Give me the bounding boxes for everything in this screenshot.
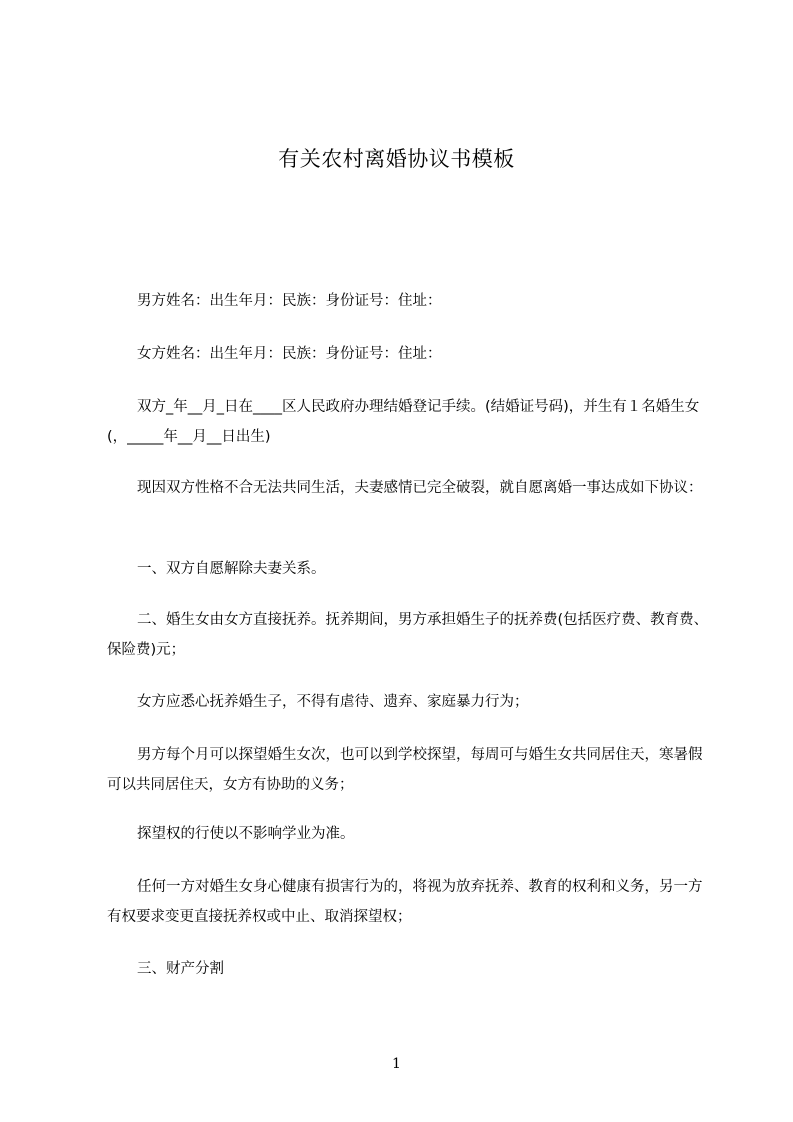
document-title: 有关农村离婚协议书模板 xyxy=(278,147,515,171)
paragraph-husband-info: 男方姓名：出生年月：民族：身份证号：住址： xyxy=(137,293,442,309)
paragraph-custody-duty: 女方应悉心抚养婚生子，不得有虐待、遗弃、家庭暴力行为； xyxy=(137,694,529,710)
paragraph-marriage-registration: 双方_年__月_日在____区人民政府办理结婚登记手续。(结婚证号码)，并生有１名婚生女(，_____年__月__日出生) xyxy=(107,399,700,445)
paragraph-clause-2: 二、婚生女由女方直接抚养。抚养期间，男方承担婚生子的抚养费(包括医疗费、教育费、保险费)元； xyxy=(107,612,709,658)
paragraph-harm-clause: 任何一方对婚生女身心健康有损害行为的，将视为放弃抚养、教育的权利和义务，另一方有权要求变更直接抚养权或中止、取消探望权； xyxy=(107,879,703,925)
page-number: 1 xyxy=(392,1056,401,1072)
paragraph-clause-3: 三、财产分割 xyxy=(137,961,224,977)
paragraph-wife-info: 女方姓名：出生年月：民族：身份证号：住址： xyxy=(137,346,442,362)
paragraph-visitation: 男方每个月可以探望婚生女次，也可以到学校探望，每周可与婚生女共同居住天，寒暑假可以共同居住天，女方有协助的义务； xyxy=(107,747,703,793)
paragraph-visitation-limit: 探望权的行使以不影响学业为准。 xyxy=(137,826,355,842)
paragraph-clause-1: 一、双方自愿解除夫妻关系。 xyxy=(137,561,326,577)
paragraph-reason: 现因双方性格不合无法共同生活，夫妻感情已完全破裂，就自愿离婚一事达成如下协议： xyxy=(137,480,703,496)
